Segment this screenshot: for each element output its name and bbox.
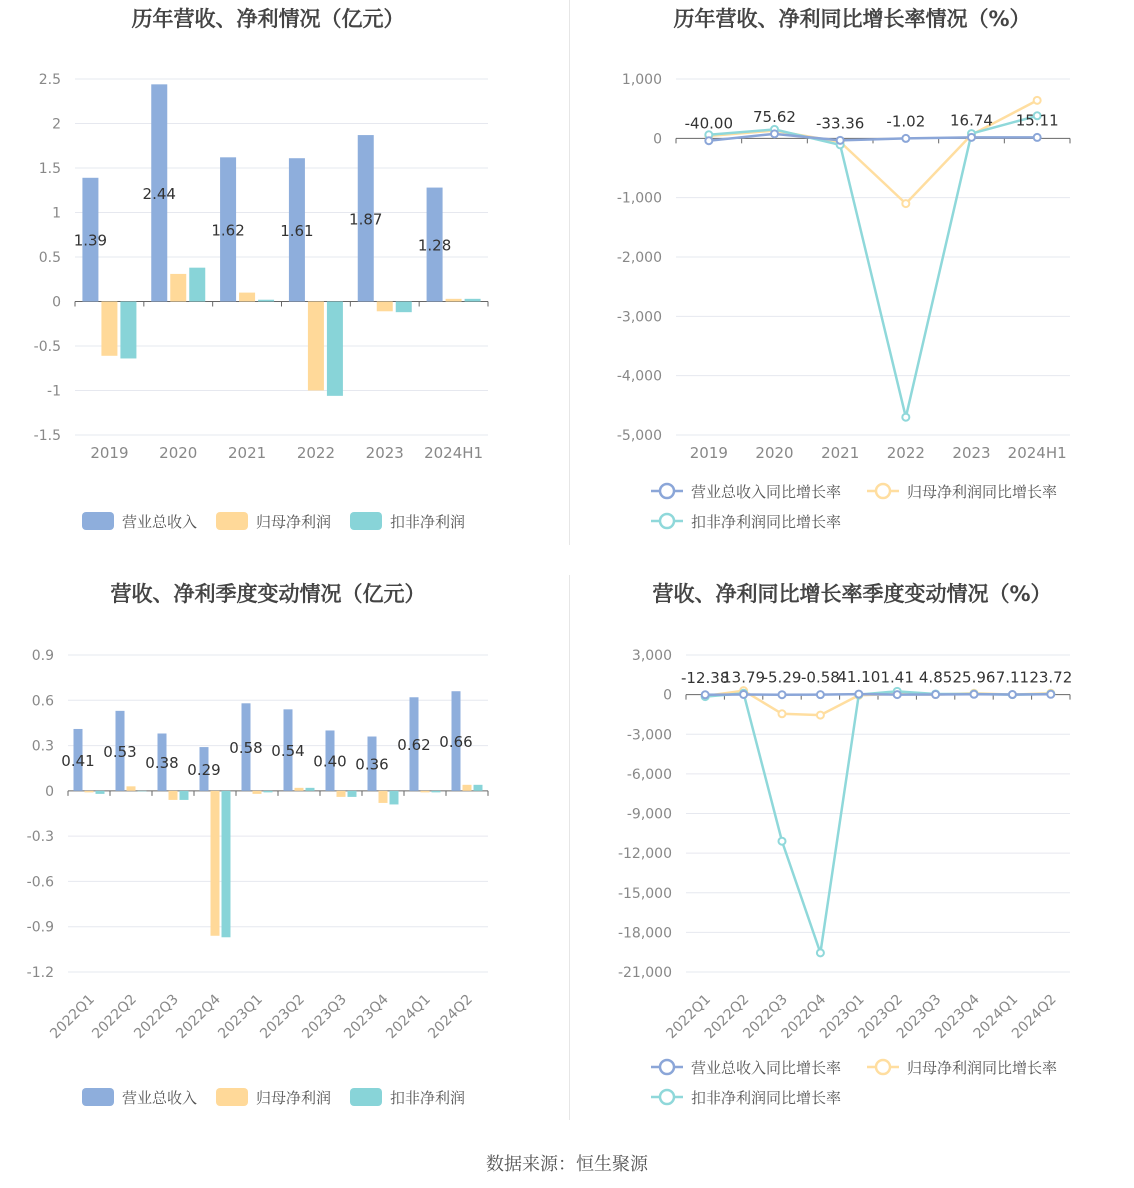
- x-tick-label: 2024H1: [1007, 444, 1067, 462]
- data-label: 7.11: [995, 668, 1030, 687]
- x-tick-label: 2022Q3: [131, 991, 182, 1043]
- series-point-0: [817, 691, 824, 698]
- bar-2: [327, 302, 343, 396]
- bar-2: [258, 300, 274, 302]
- legend-marker: [876, 484, 890, 498]
- chart-title: 营收、净利季度变动情况（亿元）: [110, 582, 426, 606]
- x-tick-label: 2020: [755, 444, 794, 462]
- bar-2: [465, 299, 481, 302]
- bar-1: [295, 788, 304, 791]
- series-point-0: [702, 691, 709, 698]
- series-line-2: [705, 691, 1051, 953]
- x-tick-label: 2022Q4: [778, 991, 830, 1043]
- y-tick-label: 2.5: [38, 72, 61, 88]
- data-label: 0.41: [61, 751, 95, 770]
- x-tick-label: 2024Q1: [383, 991, 434, 1043]
- legend-swatch: [216, 512, 248, 530]
- bar-2: [189, 268, 205, 302]
- legend-swatch: [82, 512, 114, 530]
- y-tick-label: 0.3: [31, 738, 54, 755]
- y-tick-label: -5,000: [616, 428, 662, 444]
- y-tick-label: 3,000: [631, 648, 672, 664]
- data-label: 0.40: [313, 752, 347, 771]
- legend-marker: [660, 1090, 674, 1104]
- bar-2: [120, 302, 136, 359]
- series-line-2: [709, 116, 1037, 417]
- legend-label: 扣非净利润: [390, 1089, 466, 1107]
- x-tick-label: 2024Q2: [425, 991, 476, 1043]
- legend-marker: [876, 1060, 890, 1074]
- data-label: 0.29: [187, 760, 221, 779]
- data-label: 2.44: [142, 184, 176, 203]
- panel-divider-bottom: [569, 575, 570, 1120]
- legend-marker: [660, 514, 674, 528]
- bar-1: [337, 791, 346, 797]
- legend-swatch: [82, 1088, 114, 1106]
- x-tick-label: 2023Q1: [215, 991, 266, 1043]
- bar-1: [377, 302, 393, 312]
- annual-growth-line-chart: [567, 0, 1134, 575]
- y-tick-label: -1: [47, 383, 61, 400]
- x-tick-label: 2020: [159, 444, 198, 462]
- x-tick-label: 2022Q2: [89, 991, 140, 1043]
- series-line-0: [705, 694, 1051, 695]
- x-tick-label: 2023Q4: [932, 991, 983, 1043]
- legend-label: 营业总收入同比增长率: [691, 483, 842, 501]
- bar-1: [463, 785, 472, 791]
- x-tick-label: 2019: [90, 444, 129, 462]
- data-label: 0.54: [271, 742, 305, 761]
- bar-2: [264, 791, 273, 793]
- bar-2: [396, 302, 412, 313]
- chart-title: 营收、净利同比增长率季度变动情况（%）: [652, 582, 1052, 606]
- series-point-0: [779, 691, 786, 698]
- panel-divider-top: [569, 0, 570, 545]
- bar-2: [138, 791, 147, 792]
- legend-marker: [660, 1060, 674, 1074]
- series-point-0: [1009, 691, 1016, 698]
- y-tick-label: -1.5: [33, 428, 61, 444]
- bar-1: [101, 302, 117, 356]
- bar-2: [348, 791, 357, 797]
- y-tick-label: 0: [653, 131, 662, 148]
- y-tick-label: 0: [45, 783, 54, 800]
- data-label: 1.62: [211, 221, 245, 240]
- x-tick-label: 2021: [821, 444, 860, 462]
- bar-2: [474, 785, 483, 791]
- y-tick-label: -12,000: [617, 846, 672, 863]
- legend-label: 归母净利润: [256, 513, 332, 531]
- y-tick-label: -0.5: [33, 339, 61, 355]
- series-point-0: [894, 691, 901, 698]
- series-point-0: [1034, 134, 1041, 141]
- bar-2: [306, 788, 315, 791]
- annual-growth-line-chart-panel: [567, 0, 1134, 575]
- series-point-0: [902, 135, 909, 142]
- bar-1: [170, 274, 186, 302]
- bar-2: [180, 791, 189, 800]
- series-point-1: [779, 710, 786, 717]
- y-tick-label: 0: [52, 294, 61, 311]
- series-point-0: [1047, 691, 1054, 698]
- bar-1: [253, 791, 262, 794]
- bar-1: [308, 302, 324, 391]
- series-point-0: [855, 691, 862, 698]
- series-point-0: [968, 134, 975, 141]
- y-tick-label: 0.6: [31, 693, 54, 710]
- data-label: 0.38: [145, 754, 179, 773]
- y-tick-label: -3,000: [616, 309, 662, 326]
- legend-label: 扣非净利润: [390, 513, 466, 531]
- x-tick-label: 2022Q4: [173, 991, 224, 1043]
- quarterly-growth-line-chart-panel: [567, 575, 1134, 1150]
- legend-swatch: [350, 512, 382, 530]
- series-line-0: [709, 134, 1037, 141]
- legend-swatch: [350, 1088, 382, 1106]
- bar-1: [211, 791, 220, 936]
- data-label: -0.58: [800, 668, 840, 687]
- x-tick-label: 2024Q2: [1009, 991, 1060, 1043]
- bar-2: [222, 791, 231, 937]
- series-point-1: [902, 200, 909, 207]
- x-tick-label: 2023Q2: [855, 991, 907, 1043]
- data-label: 41.10: [837, 668, 881, 687]
- bar-2: [96, 791, 105, 794]
- y-tick-label: -1,000: [616, 190, 662, 207]
- y-tick-label: 0.5: [38, 250, 61, 266]
- y-tick-label: -0.9: [26, 919, 54, 936]
- data-label: 0.58: [229, 739, 263, 758]
- quarterly-growth-line-chart: [567, 575, 1134, 1150]
- bar-1: [379, 791, 388, 803]
- x-tick-label: 2023: [365, 444, 404, 462]
- data-label: -33.36: [815, 114, 865, 133]
- chart-title: 历年营收、净利情况（亿元）: [131, 7, 405, 31]
- x-tick-label: 2022Q2: [701, 991, 753, 1043]
- x-tick-label: 2022: [886, 444, 925, 462]
- bar-1: [127, 786, 136, 791]
- series-point-0: [837, 137, 844, 144]
- x-tick-label: 2022Q3: [740, 991, 791, 1043]
- x-tick-label: 2023Q3: [893, 991, 945, 1043]
- data-label: 1.87: [349, 210, 383, 229]
- y-tick-label: -21,000: [617, 965, 672, 981]
- data-label: 75.62: [753, 107, 796, 126]
- data-label: 23.72: [1029, 668, 1073, 687]
- x-tick-label: 2023Q4: [341, 991, 392, 1043]
- x-tick-label: 2023Q2: [257, 991, 308, 1043]
- annual-bar-chart-panel: [0, 0, 567, 575]
- legend-label: 营业总收入: [122, 513, 198, 531]
- data-label: -1.02: [886, 112, 926, 131]
- x-tick-label: 2024Q1: [970, 991, 1022, 1043]
- y-tick-label: 1: [52, 205, 61, 222]
- data-label: 13.79: [722, 668, 766, 687]
- data-label: -5.29: [762, 668, 802, 687]
- x-tick-label: 2022Q1: [663, 991, 715, 1043]
- series-point-0: [705, 137, 712, 144]
- bar-2: [432, 791, 441, 793]
- y-tick-label: -0.6: [26, 874, 54, 891]
- y-tick-label: -3,000: [626, 727, 672, 744]
- series-point-0: [771, 130, 778, 137]
- data-label: 1.28: [417, 236, 452, 255]
- data-label: 4.85: [918, 668, 953, 687]
- y-tick-label: -0.3: [26, 829, 54, 846]
- x-tick-label: 2021: [227, 444, 267, 462]
- annual-bar-chart: [0, 0, 567, 575]
- y-tick-label: -1.2: [26, 965, 54, 981]
- bar-1: [85, 791, 94, 793]
- y-tick-label: -2,000: [616, 250, 662, 266]
- data-label: 16.74: [950, 111, 993, 130]
- y-tick-label: -15,000: [617, 885, 672, 902]
- bar-2: [390, 791, 399, 805]
- chart-title: 历年营收、净利同比增长率情况（%）: [673, 7, 1031, 31]
- legend-label: 归母净利润同比增长率: [907, 483, 1058, 501]
- y-tick-label: 2: [52, 116, 61, 133]
- bar-1: [239, 293, 255, 302]
- legend-label: 扣非净利润同比增长率: [691, 1089, 842, 1107]
- legend-label: 营业总收入同比增长率: [691, 1059, 842, 1077]
- legend-label: 归母净利润同比增长率: [907, 1059, 1058, 1077]
- quarterly-bar-chart: [0, 575, 567, 1150]
- bar-1: [421, 791, 430, 793]
- series-point-0: [971, 691, 978, 698]
- series-point-0: [740, 691, 747, 698]
- legend-label: 营业总收入: [122, 1089, 198, 1107]
- x-tick-label: 2019: [689, 444, 728, 462]
- y-tick-label: 1,000: [621, 72, 662, 88]
- data-label: 15.11: [1015, 111, 1059, 130]
- x-tick-label: 2023Q3: [299, 991, 350, 1043]
- data-label: -12.38: [681, 668, 730, 687]
- legend-swatch: [216, 1088, 248, 1106]
- y-tick-label: -18,000: [617, 925, 672, 942]
- bar-1: [446, 299, 462, 302]
- data-label: 0.36: [355, 755, 389, 774]
- y-tick-label: 0.9: [31, 648, 54, 664]
- series-point-2: [779, 838, 786, 845]
- x-tick-label: 2022Q1: [47, 991, 98, 1043]
- legend-marker: [660, 484, 674, 498]
- y-tick-label: -6,000: [626, 766, 672, 783]
- x-tick-label: 2022: [296, 444, 336, 462]
- y-tick-label: -4,000: [616, 368, 662, 385]
- y-tick-label: -9,000: [626, 806, 672, 823]
- data-label: 1.61: [280, 221, 314, 240]
- x-tick-label: 2023: [952, 444, 991, 462]
- y-tick-label: 0: [663, 687, 672, 704]
- bar-1: [169, 791, 178, 800]
- x-tick-label: 2023Q1: [817, 991, 868, 1043]
- data-label: 0.62: [397, 736, 431, 755]
- legend-label: 归母净利润: [256, 1089, 332, 1107]
- series-point-0: [932, 691, 939, 698]
- series-point-1: [817, 712, 824, 719]
- series-point-1: [1034, 97, 1041, 104]
- series-point-2: [817, 949, 824, 956]
- data-label: 0.66: [439, 733, 473, 752]
- data-label: 25.96: [952, 668, 996, 687]
- legend-label: 扣非净利润同比增长率: [691, 513, 842, 531]
- series-point-2: [902, 414, 909, 421]
- quarterly-bar-chart-panel: [0, 575, 567, 1150]
- data-label: -40.00: [684, 114, 734, 133]
- data-label: 0.53: [103, 742, 137, 761]
- y-tick-label: 1.5: [38, 161, 61, 177]
- data-label: 1.39: [73, 231, 108, 250]
- data-source-note: 数据来源：恒生聚源: [486, 1154, 648, 1175]
- x-tick-label: 2024H1: [424, 444, 484, 462]
- data-label: 1.41: [880, 668, 914, 687]
